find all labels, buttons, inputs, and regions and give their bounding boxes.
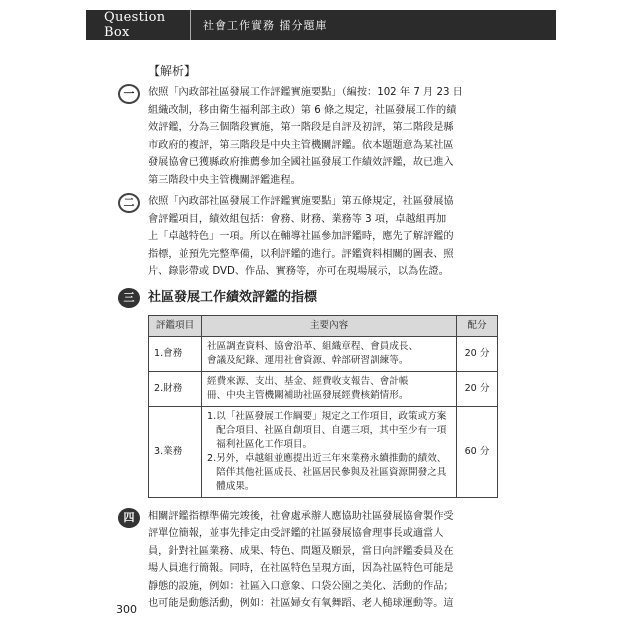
section-two-badge: 二 — [118, 193, 140, 213]
list-item-number: 1. — [207, 410, 217, 422]
text-line: 第三階段中央主管機關評鑑進程。 — [148, 174, 301, 186]
row-score: 20 分 — [457, 336, 498, 371]
content-line: 經費來源、支出、基金、經費收支報告、會計帳 — [207, 375, 409, 387]
list-item-text: 以「社區發展工作綱要」規定之工作項目，政策或方案配合項目、社區自創項目、自選三項，其中至少有一項福利社區化工作項目。 — [216, 410, 447, 450]
list-item — [207, 410, 451, 452]
row-content — [202, 371, 457, 406]
text-line: 效評鑑，分為三個階段實施，第一階段是自評及初評，第二階段是縣 — [148, 122, 454, 133]
text-line: 也可能是動態活動，例如：社區婦女有氧舞蹈、老人槌球運動等。這 — [148, 598, 454, 609]
list-item-text: 另外，卓越組並應提出近三年來業務永續推動的績效、陪伴其他社區成長、社區居民參與及社區資源開發之具體成果。 — [216, 452, 447, 492]
text-line: 依照「內政部社區發展工作評鑑實施要點」（編按：102 年 7 月 23 日 — [148, 87, 463, 98]
content-line: 冊、中央主管機關補助社區發展經費核銷情形。 — [207, 389, 409, 401]
text-line: 相關評鑑指標準備完竣後，社會處承辦人應協助社區發展協會製作受 — [148, 510, 454, 522]
table-header-item: 評鑑項目 — [149, 315, 202, 336]
table-header-row — [149, 315, 498, 336]
text-line: 組織改制，移由衛生福利部主政）第 6 條之規定，社區發展工作的績 — [148, 104, 457, 116]
text-line: 會評鑑項目，績效組包括：會務、財務、業務等 3 項，卓越組再加 — [148, 213, 447, 225]
text-line: 依照「內政部社區發展工作評鑑實施要點」第五條規定，社區發展協 — [148, 196, 454, 207]
row-item: 2.財務 — [149, 371, 202, 406]
table-row — [149, 371, 498, 406]
text-line: 上「卓越特色」一項。所以在輔導社區參加評鑑時，應先了解評鑑的 — [148, 231, 454, 242]
header-subtitle: 社會工作實務 擂分題庫 — [203, 19, 328, 32]
table-header-score: 配分 — [457, 315, 498, 336]
table-header-content: 主要內容 — [202, 315, 457, 336]
row-content — [202, 336, 457, 371]
section-two — [123, 193, 518, 281]
page-header — [86, 10, 556, 40]
analysis-tag: 【解析】 — [148, 64, 197, 78]
row-item: 1.會務 — [149, 336, 202, 371]
text-line: 評單位簡報，並事先排定由受評鑑的社區發展協會理事長或適當人 — [148, 528, 444, 539]
text-line: 靜態的設施，例如：社區入口意象、口袋公園之美化、活動的作品； — [148, 580, 454, 592]
row-item: 3.業務 — [149, 406, 202, 497]
table-row — [149, 336, 498, 371]
text-line: 市政府的複評，第三階段是中央主管機關評鑑。依本題題意為某社區 — [148, 139, 454, 151]
page-number: 300 — [116, 603, 137, 616]
text-line: 發展協會已獲縣政府推薦參加全國社區發展工作績效評鑑，故已進入 — [148, 157, 454, 168]
section-three-badge: 三 — [118, 288, 140, 308]
text-line: 指標，並預先完整準備，以利評鑑的進行。評鑑資料相關的圖表、照 — [148, 248, 454, 260]
text-line: 場人員進行簡報。同時，在社區特色呈現方面，因為社區特色可能是 — [148, 563, 454, 574]
section-three-title — [123, 289, 518, 307]
list-item — [207, 452, 451, 494]
row-score: 60 分 — [457, 406, 498, 497]
header-brand: Question Box — [104, 10, 166, 40]
content-line: 會議及紀錄、運用社會資源、幹部研習訓練等。 — [207, 354, 409, 366]
text-line: 員，針對社區業務、成果、特色、問題及願景，當日向評鑑委員及在 — [148, 545, 454, 557]
table-row — [149, 406, 498, 497]
evaluation-table — [148, 315, 498, 498]
section-one-badge: 一 — [118, 84, 140, 104]
section-one — [123, 84, 518, 189]
row-content — [202, 406, 457, 497]
content-line: 社區調查資料、協會沿革、組織章程、會員成長、 — [207, 340, 419, 352]
section-three-title-text: 社區發展工作績效評鑑的指標 — [148, 289, 318, 305]
list-item-number: 2. — [207, 452, 217, 464]
section-four-badge: 四 — [118, 508, 140, 528]
row-score: 20 分 — [457, 371, 498, 406]
text-line: 片、錄影帶或 DVD、作品、實務等，亦可在現場展示，以為佐證。 — [148, 266, 449, 277]
